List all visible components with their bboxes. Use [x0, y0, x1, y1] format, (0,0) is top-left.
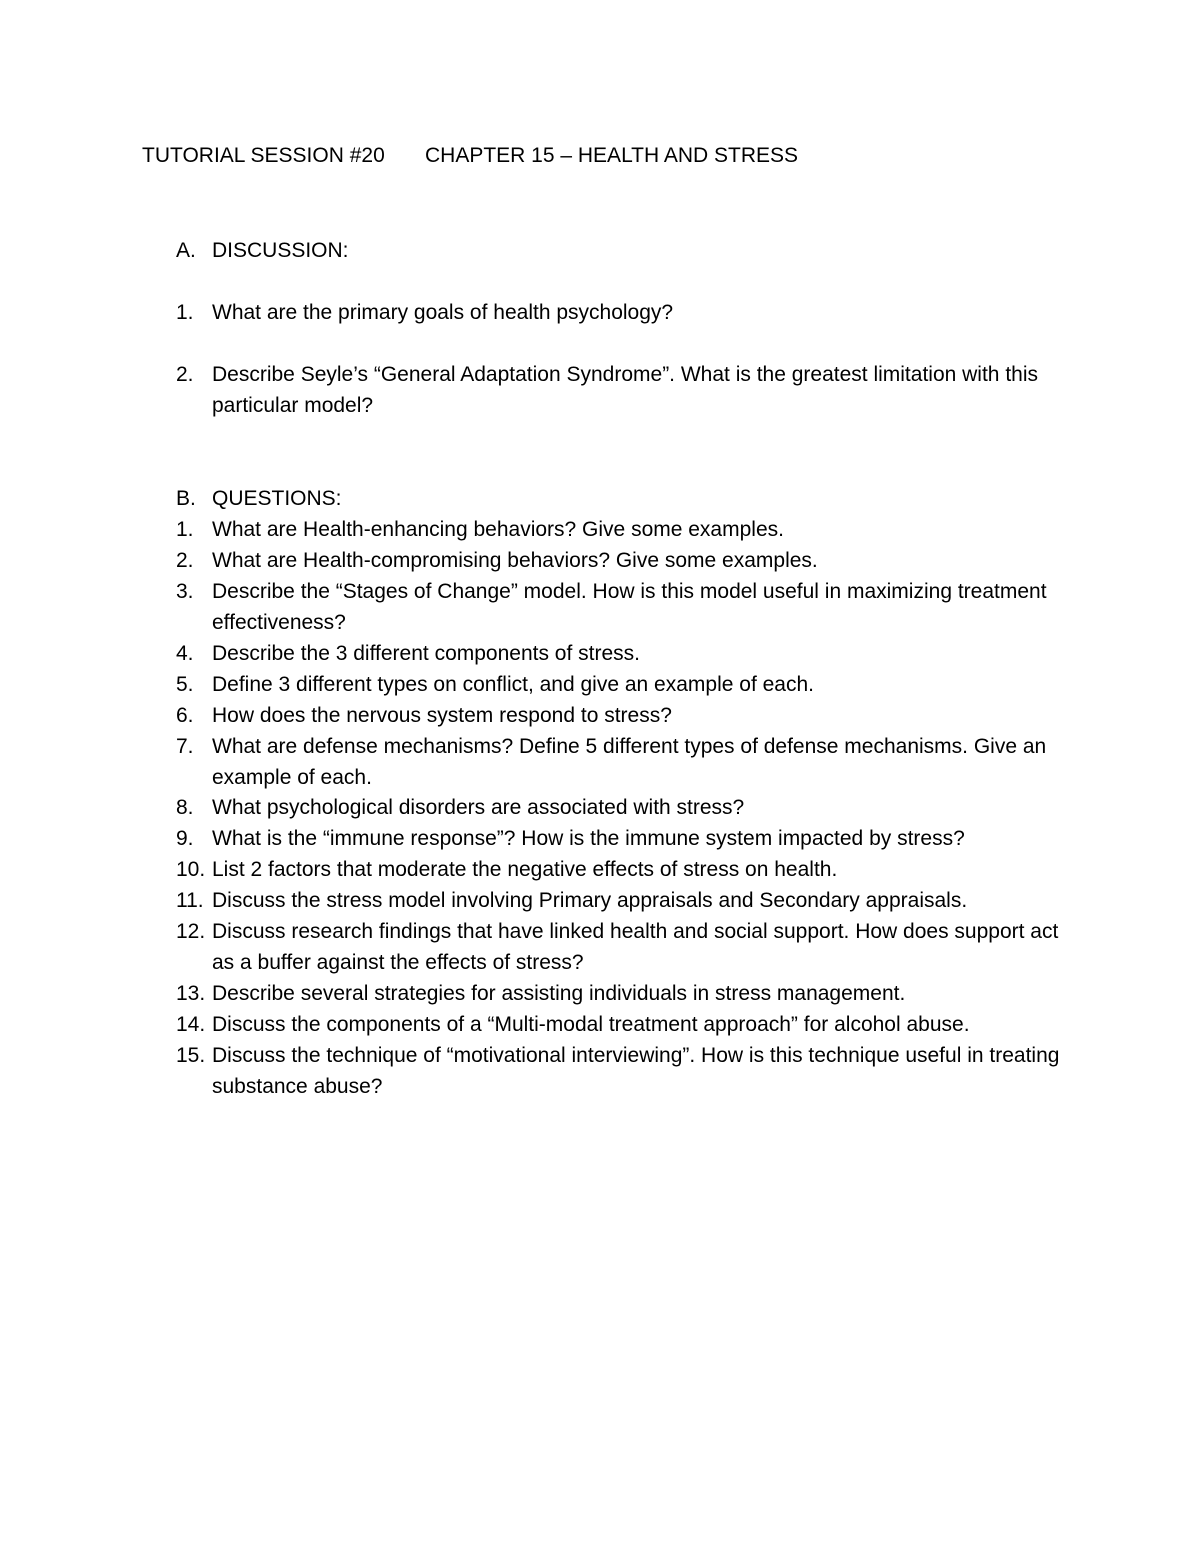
item-text: What are the primary goals of health psychology?: [212, 301, 674, 324]
item-text: List 2 factors that moderate the negative effects of stress on health.: [212, 858, 838, 881]
item-text: Describe the 3 different components of stress.: [212, 642, 640, 665]
item-number: 9.: [176, 827, 194, 850]
section-b-letter: B.: [176, 487, 196, 510]
item-text: Discuss the technique of “motivational interviewing”. How is this technique useful in treating substance abuse?: [212, 1044, 1060, 1098]
chapter-title: CHAPTER 15 – HEALTH AND STRESS: [425, 144, 799, 167]
item-number: 3.: [176, 580, 194, 603]
section-a-title: DISCUSSION:: [212, 239, 349, 262]
item-number: 5.: [176, 673, 194, 696]
section-b-title: QUESTIONS:: [212, 487, 342, 510]
item-number: 1.: [176, 518, 194, 541]
item-text: Describe the “Stages of Change” model. How is this model useful in maximizing treatment effectiveness?: [212, 580, 1047, 634]
item-number: 8.: [176, 796, 194, 819]
item-text: What is the “immune response”? How is the immune system impacted by stress?: [212, 827, 965, 850]
item-text: What are Health-compromising behaviors? Give some examples.: [212, 549, 818, 572]
item-text: Describe several strategies for assisting individuals in stress management.: [212, 982, 906, 1005]
item-number: 13.: [176, 982, 206, 1005]
item-text: How does the nervous system respond to stress?: [212, 704, 672, 727]
item-number: 1.: [176, 301, 194, 324]
item-number: 6.: [176, 704, 194, 727]
item-text: What are defense mechanisms? Define 5 different types of defense mechanisms. Give an example of each.: [212, 735, 1047, 789]
item-number: 12.: [176, 920, 206, 943]
item-text: Describe Seyle’s “General Adaptation Syndrome”. What is the greatest limitation with this particular model?: [212, 363, 1038, 417]
item-number: 7.: [176, 735, 194, 758]
session-title: TUTORIAL SESSION #20: [142, 144, 385, 167]
item-number: 2.: [176, 363, 194, 386]
item-text: Discuss research findings that have linked health and social support. How does support act as a buffer against the effects of stress?: [212, 920, 1059, 974]
item-text: Discuss the stress model involving Primary appraisals and Secondary appraisals.: [212, 889, 968, 912]
item-text: What are Health-enhancing behaviors? Give some examples.: [212, 518, 784, 541]
section-a-letter: A.: [176, 239, 196, 262]
item-number: 11.: [176, 889, 204, 912]
item-number: 2.: [176, 549, 194, 572]
item-number: 15.: [176, 1044, 206, 1067]
item-number: 4.: [176, 642, 194, 665]
item-text: Define 3 different types on conflict, and give an example of each.: [212, 673, 814, 696]
item-number: 14.: [176, 1013, 206, 1036]
item-number: 10.: [176, 858, 206, 881]
item-text: Discuss the components of a “Multi-modal treatment approach” for alcohol abuse.: [212, 1013, 970, 1036]
item-text: What psychological disorders are associated with stress?: [212, 796, 745, 819]
